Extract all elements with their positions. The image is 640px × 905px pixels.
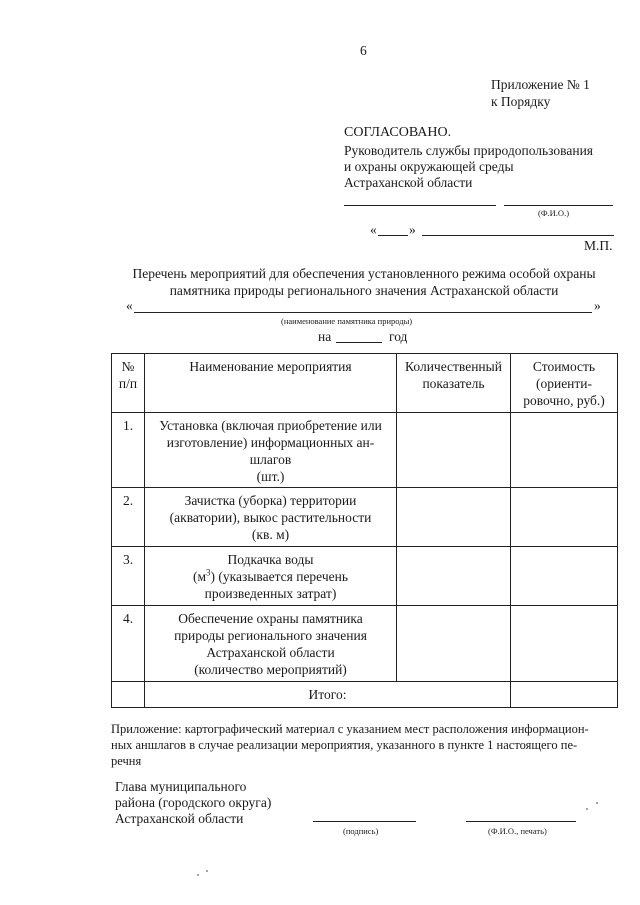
- approval-fio-line: [504, 205, 613, 206]
- approval-line-2: и охраны окружающей среды: [344, 159, 514, 174]
- row-measure: Зачистка (уборка) территории (акватории), выкос растительности (кв. м): [145, 488, 397, 547]
- year-prefix: на: [318, 329, 332, 344]
- scan-speck: [586, 808, 588, 810]
- row-number: 3.: [112, 547, 145, 606]
- table-row: [112, 606, 618, 682]
- table-row: [112, 547, 618, 606]
- monument-name-caption: (наименование памятника природы): [281, 316, 413, 326]
- total-empty-cell: [112, 682, 145, 708]
- signature-line-1: Глава муниципального: [115, 779, 247, 794]
- page-number: 6: [360, 43, 367, 58]
- note-line-1: Приложение: картографический материал с указанием мест расположения информацион-: [111, 722, 589, 736]
- row-cost-cell: [511, 413, 618, 488]
- approval-line-1: Руководитель службы природопользования: [344, 143, 594, 158]
- row-quantity-cell: [397, 547, 511, 606]
- scan-speck: [206, 870, 208, 872]
- scan-speck: [197, 874, 199, 876]
- scan-speck: [596, 802, 598, 804]
- document-title-line-1: Перечень мероприятий для обеспечения установленного режима особой охраны: [132, 266, 596, 281]
- header-number: № п/п: [112, 354, 145, 413]
- monument-name-line: [134, 312, 592, 313]
- table-row: [112, 413, 618, 488]
- row-number: 4.: [112, 606, 145, 682]
- header-quantity: Количественный показатель: [397, 354, 511, 413]
- appendix-line-2: к Порядку: [491, 94, 551, 109]
- header-measure-name: Наименование мероприятия: [145, 354, 397, 413]
- row-cost-cell: [511, 488, 618, 547]
- name-quote-close: »: [594, 298, 601, 313]
- approval-line-3: Астраханской области: [344, 175, 473, 190]
- date-month-line: [422, 235, 614, 236]
- row-quantity-cell: [397, 488, 511, 547]
- year-suffix: год: [389, 329, 408, 344]
- row-measure: Установка (включая приобретение или изготовление) информационных ан- шлагов (шт.): [145, 413, 397, 488]
- signature-line-2: района (городского округа): [115, 795, 272, 810]
- approval-signature-line: [344, 205, 496, 206]
- appendix-line-1: Приложение № 1: [491, 77, 590, 92]
- signature-fio-caption: (Ф.И.О., печать): [488, 826, 547, 836]
- signature-sign-line: [313, 821, 416, 822]
- signature-sign-caption: (подпись): [343, 826, 379, 836]
- document-title-line-2: памятника природы регионального значения Астраханской области: [169, 283, 559, 298]
- date-day-line: [378, 235, 408, 236]
- approval-title: СОГЛАСОВАНО.: [344, 125, 452, 140]
- signature-fio-line: [466, 821, 576, 822]
- header-cost: Стоимость (ориенти- ровочно, руб.): [511, 354, 618, 413]
- row-number: 2.: [112, 488, 145, 547]
- row-cost-cell: [511, 606, 618, 682]
- row-number: 1.: [112, 413, 145, 488]
- name-quote-open: «: [126, 298, 133, 313]
- approval-fio-caption: (Ф.И.О.): [538, 208, 570, 218]
- measures-table: [111, 353, 618, 708]
- date-quote-close: »: [409, 222, 416, 237]
- row-cost-cell: [511, 547, 618, 606]
- note-line-3: речня: [111, 754, 142, 768]
- signature-line-3: Астраханской области: [115, 811, 244, 826]
- row-measure: Обеспечение охраны памятника природы регионального значения Астраханской области (количество мероприятий): [145, 606, 397, 682]
- total-cost-cell: [511, 682, 618, 708]
- table-header-row: [112, 354, 618, 413]
- row-quantity-cell: [397, 413, 511, 488]
- seal-mark: М.П.: [584, 238, 613, 253]
- row-quantity-cell: [397, 606, 511, 682]
- total-label: Итого:: [145, 682, 511, 708]
- row-measure: Подкачка воды $(м^3)$ (указывается перечень произведенных затрат): [145, 547, 397, 606]
- note-line-2: ных аншлагов в случае реализации мероприятия, указанного в пункте 1 настоящего пе-: [111, 738, 578, 752]
- table-total-row: [112, 682, 618, 708]
- date-quote-open: «: [370, 222, 377, 237]
- table-row: [112, 488, 618, 547]
- year-line: [336, 342, 382, 343]
